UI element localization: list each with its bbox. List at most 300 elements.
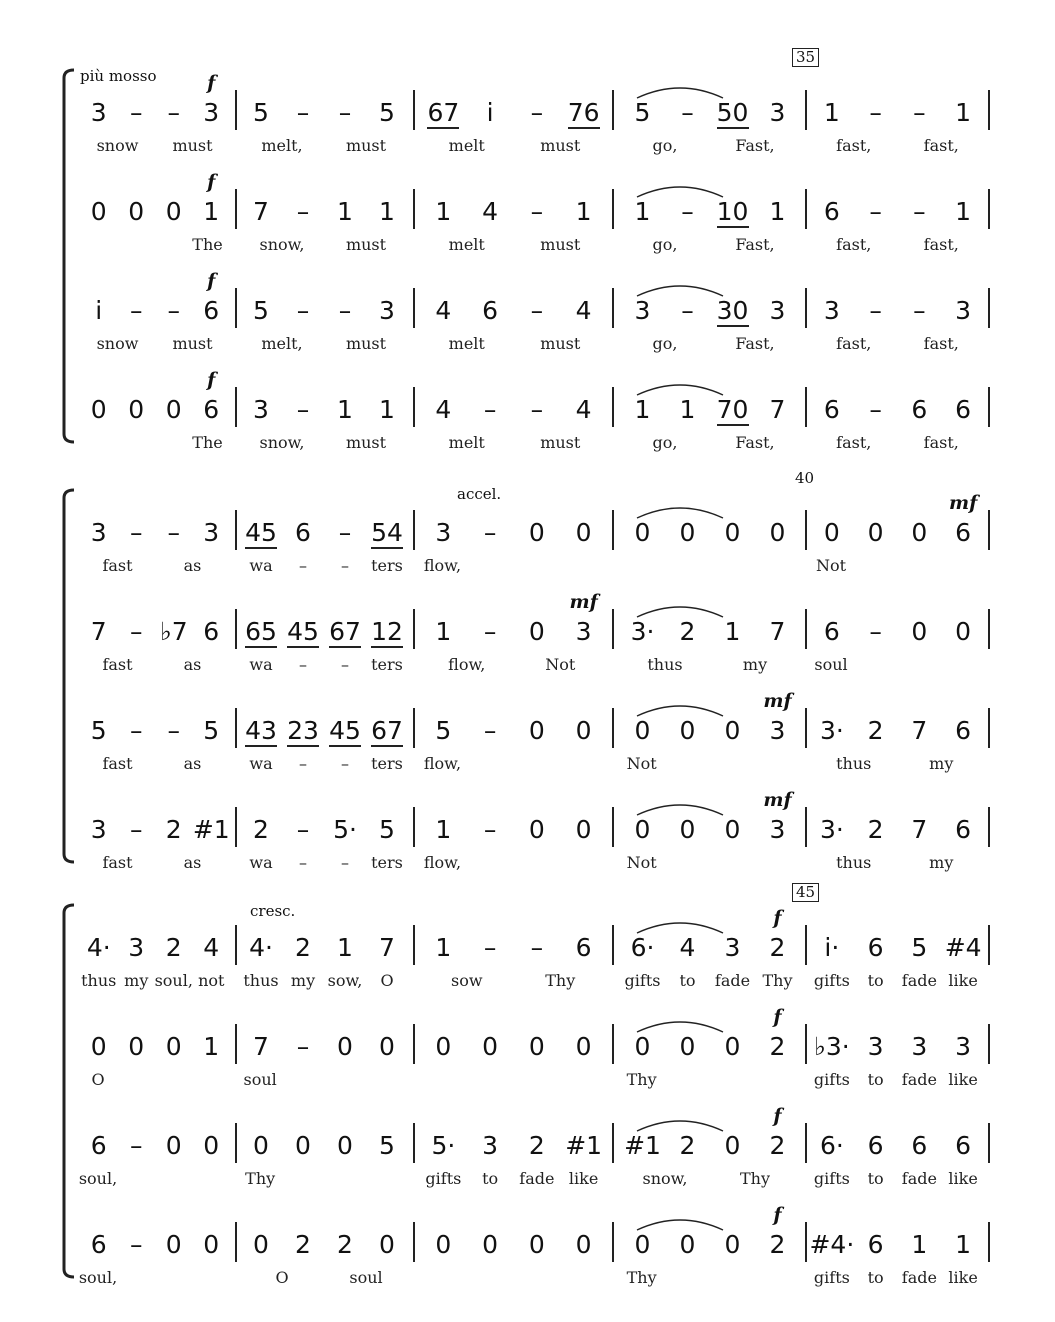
beam-underline: [245, 646, 277, 648]
lyric-syllable: fade: [714, 971, 751, 990]
lyric-syllable: gifts: [813, 1268, 850, 1287]
lyric-syllable: go,: [652, 235, 678, 254]
note: 2: [769, 933, 786, 962]
note: 4: [435, 395, 452, 424]
dynamic-marking: f: [773, 1006, 782, 1028]
note: 0: [379, 1032, 395, 1061]
lyric-syllable: fast,: [836, 433, 872, 452]
lyric-syllable: snow: [96, 136, 139, 155]
barline: [235, 1024, 237, 1064]
lyric-syllable: like: [948, 1268, 978, 1287]
note: 6: [823, 197, 840, 226]
note: 7: [911, 716, 928, 745]
note: 0: [528, 815, 545, 844]
lyric-syllable: fast: [102, 754, 133, 773]
barline: [988, 288, 990, 328]
dynamic-marking: mf: [948, 492, 978, 514]
lyric-syllable: ters: [371, 655, 403, 674]
dynamic-marking: mf: [763, 789, 792, 811]
note: –: [167, 716, 180, 745]
note: 0: [528, 1032, 545, 1061]
note: 54: [371, 518, 403, 547]
note: –: [913, 98, 926, 127]
lyric-syllable: sow: [450, 971, 483, 990]
system-1: [0, 48, 1055, 456]
lyric-syllable: must: [172, 136, 213, 155]
barline: [805, 1024, 807, 1064]
note: 1: [575, 197, 592, 226]
lyric-syllable: like: [948, 971, 978, 990]
note: 2: [253, 815, 269, 844]
lyric-syllable: Fast,: [735, 433, 775, 452]
beam-underline: [371, 646, 403, 648]
lyric-syllable: Fast,: [735, 334, 775, 353]
note: 0: [679, 1032, 696, 1061]
note: 3: [823, 296, 840, 325]
barline: [235, 1123, 237, 1163]
note: 1: [435, 815, 452, 844]
note: 4: [203, 933, 220, 962]
note: –: [167, 296, 180, 325]
note: 3: [482, 1131, 499, 1160]
note: 2: [867, 716, 884, 745]
note: 76: [567, 98, 600, 127]
barline: [988, 387, 990, 427]
note: 70: [716, 395, 749, 424]
barline: [413, 288, 415, 328]
lyric-syllable: soul: [243, 1070, 277, 1089]
note: 4: [435, 296, 452, 325]
note: 0: [575, 1032, 592, 1061]
note: 1: [769, 197, 786, 226]
note: –: [296, 815, 310, 844]
barline: [612, 1024, 614, 1064]
note: 1: [955, 98, 972, 127]
note: –: [296, 395, 310, 424]
note: 7: [253, 197, 269, 226]
note: 1: [634, 395, 651, 424]
lyric-syllable: O: [275, 1268, 289, 1287]
beam-underline: [371, 547, 403, 549]
note: 0: [203, 1230, 220, 1259]
note: 6: [90, 1131, 107, 1160]
lyric-syllable: must: [540, 433, 581, 452]
barline: [805, 708, 807, 748]
note: 0: [203, 1131, 220, 1160]
barline: [235, 609, 237, 649]
lyric-syllable: thus: [836, 754, 872, 773]
note: 1: [679, 395, 696, 424]
measure-number: 40: [795, 469, 815, 487]
note: 7: [769, 617, 786, 646]
lyric-syllable: soul,: [78, 1169, 118, 1188]
barline: [413, 189, 415, 229]
lyric-syllable: –: [299, 853, 307, 872]
note: 0: [724, 815, 741, 844]
lyric-syllable: snow,: [259, 235, 305, 254]
barline: [805, 1123, 807, 1163]
voice-part-3: [0, 692, 1055, 792]
lyric-syllable: my: [290, 971, 316, 990]
note: 6: [955, 518, 972, 547]
note: 0: [634, 815, 651, 844]
note: 0: [634, 1032, 651, 1061]
barline: [612, 807, 614, 847]
barline: [805, 609, 807, 649]
note: 0: [575, 716, 592, 745]
note: 5: [90, 716, 107, 745]
note: 0: [634, 518, 651, 547]
slur-arc: [635, 183, 725, 199]
lyric-syllable: Fast,: [735, 136, 775, 155]
barline: [988, 1123, 990, 1163]
note: ♭3·: [814, 1032, 850, 1061]
lyric-syllable: must: [540, 235, 581, 254]
dynamic-marking: mf: [763, 690, 792, 712]
barline: [805, 925, 807, 965]
note: 3: [128, 933, 145, 962]
note: 67: [371, 716, 403, 745]
barline: [988, 510, 990, 550]
note: 2: [295, 1230, 311, 1259]
note: 3·: [819, 716, 844, 745]
lyric-syllable: snow,: [259, 433, 305, 452]
barline: [805, 510, 807, 550]
note: 3: [769, 815, 786, 844]
note: –: [530, 197, 544, 226]
note: –: [130, 296, 143, 325]
note: 5: [203, 716, 220, 745]
note: 4: [679, 933, 696, 962]
dynamic-marking: f: [207, 369, 216, 391]
lyric-syllable: like: [948, 1169, 978, 1188]
lyric-syllable: to: [867, 1169, 884, 1188]
lyric-syllable: to: [867, 971, 884, 990]
note: –: [296, 1032, 310, 1061]
lyric-syllable: go,: [652, 334, 678, 353]
note: 6·: [819, 1131, 844, 1160]
note: 6: [911, 395, 928, 424]
barline: [235, 189, 237, 229]
note: 3: [575, 617, 592, 646]
lyric-syllable: melt: [448, 235, 485, 254]
note: –: [483, 518, 497, 547]
note: 0: [165, 1230, 182, 1259]
lyric-syllable: soul,: [154, 971, 193, 990]
lyric-syllable: Thy: [545, 971, 576, 990]
tempo-marking: più mosso: [80, 67, 157, 85]
lyric-syllable: fast,: [923, 433, 959, 452]
lyric-syllable: gifts: [425, 1169, 462, 1188]
note: 0: [955, 617, 972, 646]
note: #1: [565, 1131, 603, 1160]
barline: [612, 609, 614, 649]
barline: [413, 1123, 415, 1163]
note: 0: [165, 197, 182, 226]
note: 3: [253, 395, 269, 424]
lyric-syllable: O: [380, 971, 394, 990]
barline: [413, 708, 415, 748]
lyric-syllable: fast: [102, 853, 133, 872]
note: 3: [435, 518, 452, 547]
note: 3: [634, 296, 651, 325]
lyric-syllable: fast,: [836, 136, 872, 155]
lyric-syllable: sow,: [327, 971, 363, 990]
lyric-syllable: as: [183, 556, 202, 575]
note: 7: [379, 933, 395, 962]
beam-underline: [287, 646, 319, 648]
beam-underline: [568, 127, 600, 129]
note: 6: [867, 1230, 884, 1259]
note: 0: [90, 197, 107, 226]
note: i: [486, 98, 494, 127]
note: 4·: [249, 933, 273, 962]
note: –: [530, 98, 544, 127]
note: 5: [379, 815, 395, 844]
beam-underline: [717, 424, 749, 426]
note: 43: [245, 716, 277, 745]
slur-arc: [635, 84, 725, 100]
note: 1: [435, 617, 452, 646]
lyric-syllable: flow,: [423, 853, 462, 872]
note: 2: [295, 933, 311, 962]
note: 23: [287, 716, 319, 745]
barline: [612, 288, 614, 328]
lyric-syllable: must: [345, 136, 387, 155]
lyric-syllable: Thy: [626, 1268, 657, 1287]
barline: [413, 1222, 415, 1262]
lyric-syllable: to: [482, 1169, 499, 1188]
lyric-syllable: fast,: [836, 334, 872, 353]
note: 0: [769, 518, 786, 547]
note: 0: [679, 1230, 696, 1259]
note: 50: [716, 98, 749, 127]
barline: [413, 90, 415, 130]
note: 0: [165, 1131, 182, 1160]
note: 0: [128, 1032, 145, 1061]
note: 0: [634, 716, 651, 745]
lyric-syllable: must: [345, 235, 387, 254]
note: 1: [634, 197, 651, 226]
note: 3: [379, 296, 395, 325]
note: –: [338, 518, 352, 547]
lyric-syllable: Thy: [739, 1169, 771, 1188]
note: –: [483, 395, 497, 424]
note: 0: [253, 1131, 269, 1160]
beam-underline: [427, 127, 459, 129]
slur-arc: [635, 603, 725, 619]
dynamic-marking: mf: [569, 591, 598, 613]
note: –: [130, 98, 143, 127]
note: 1: [724, 617, 741, 646]
note: 6: [203, 617, 220, 646]
note: 3: [90, 518, 107, 547]
lyric-syllable: my: [929, 853, 954, 872]
lyric-syllable: wa: [249, 655, 273, 674]
voice-part-2: [0, 173, 1055, 273]
note: 5: [253, 98, 269, 127]
note: 65: [245, 617, 277, 646]
slur-arc: [635, 919, 725, 935]
note: 5: [379, 98, 395, 127]
beam-underline: [245, 745, 277, 747]
lyric-syllable: Not: [545, 655, 576, 674]
note: 0: [679, 815, 696, 844]
voice-part-4: [0, 791, 1055, 891]
lyric-syllable: Fast,: [735, 235, 775, 254]
note: 3: [769, 98, 786, 127]
lyric-syllable: to: [679, 971, 696, 990]
note: –: [483, 716, 497, 745]
beam-underline: [329, 646, 361, 648]
note: 0: [724, 1131, 741, 1160]
lyric-syllable: –: [299, 655, 307, 674]
barline: [612, 510, 614, 550]
beam-underline: [329, 745, 361, 747]
note: 3: [724, 933, 741, 962]
note: –: [869, 197, 882, 226]
note: –: [130, 617, 143, 646]
cresc-marking: cresc.: [250, 902, 296, 920]
note: 3: [203, 98, 220, 127]
note: 0: [128, 197, 145, 226]
note: –: [530, 395, 544, 424]
lyric-syllable: wa: [249, 754, 273, 773]
voice-part-4: [0, 371, 1055, 471]
lyric-syllable: must: [172, 334, 213, 353]
note: 1: [955, 197, 972, 226]
note: –: [869, 617, 882, 646]
lyric-syllable: The: [192, 235, 223, 254]
lyric-syllable: O: [91, 1070, 105, 1089]
note: –: [167, 98, 180, 127]
beam-underline: [371, 745, 403, 747]
note: 2: [769, 1230, 786, 1259]
voice-part-3: [0, 272, 1055, 372]
lyric-syllable: wa: [249, 556, 273, 575]
note: 1: [379, 197, 395, 226]
lyric-syllable: like: [948, 1070, 978, 1089]
lyric-syllable: to: [867, 1070, 884, 1089]
note: 1: [435, 933, 452, 962]
note: 0: [528, 518, 545, 547]
barline: [413, 609, 415, 649]
note: i: [95, 296, 103, 325]
lyric-syllable: as: [183, 655, 202, 674]
note: –: [338, 98, 352, 127]
note: 2: [165, 933, 182, 962]
lyric-syllable: Not: [815, 556, 847, 575]
note: 6: [955, 395, 972, 424]
slur-arc: [635, 1216, 725, 1232]
note: 6: [955, 815, 972, 844]
lyric-syllable: snow: [96, 334, 139, 353]
lyric-syllable: Not: [626, 754, 657, 773]
note: –: [913, 197, 926, 226]
lyric-syllable: fast,: [923, 235, 959, 254]
note: 0: [867, 518, 884, 547]
note: 3: [769, 296, 786, 325]
barline: [805, 90, 807, 130]
lyric-syllable: ters: [371, 556, 403, 575]
note: 3: [90, 98, 107, 127]
note: 6·: [630, 933, 655, 962]
lyric-syllable: –: [341, 853, 349, 872]
lyric-syllable: gifts: [624, 971, 661, 990]
note: –: [167, 518, 180, 547]
voice-part-2: [0, 593, 1055, 693]
note: 0: [911, 518, 928, 547]
note: 6: [203, 395, 220, 424]
accel-marking: accel.: [457, 485, 502, 503]
lyric-syllable: as: [183, 754, 202, 773]
note: 6: [575, 933, 592, 962]
note: #4·: [809, 1230, 855, 1259]
note: 0: [295, 1131, 311, 1160]
beam-underline: [245, 547, 277, 549]
note: 12: [371, 617, 403, 646]
note: 5: [253, 296, 269, 325]
lyric-syllable: Not: [626, 853, 657, 872]
barline: [805, 288, 807, 328]
lyric-syllable: like: [568, 1169, 599, 1188]
note: –: [681, 98, 694, 127]
lyric-syllable: go,: [652, 136, 678, 155]
barline: [988, 1222, 990, 1262]
note: 2: [165, 815, 182, 844]
note: 45: [287, 617, 319, 646]
lyric-syllable: –: [299, 754, 307, 773]
note: –: [130, 716, 143, 745]
note: 0: [482, 1032, 499, 1061]
note: 0: [575, 518, 592, 547]
lyric-syllable: snow,: [642, 1169, 688, 1188]
note: 7: [90, 617, 107, 646]
note: –: [913, 296, 926, 325]
lyric-syllable: my: [929, 754, 954, 773]
note: 6: [955, 1131, 972, 1160]
slur-arc: [635, 504, 725, 520]
barline: [235, 90, 237, 130]
note: 6: [823, 617, 840, 646]
note: 3: [90, 815, 107, 844]
barline: [988, 90, 990, 130]
note: 1: [203, 197, 220, 226]
note: 6: [823, 395, 840, 424]
note: 45: [245, 518, 277, 547]
lyric-syllable: gifts: [813, 971, 850, 990]
lyric-syllable: fast: [102, 556, 133, 575]
dynamic-marking: f: [207, 72, 216, 94]
lyric-syllable: thus: [647, 655, 683, 674]
barline: [235, 807, 237, 847]
lyric-syllable: not: [198, 971, 225, 990]
lyric-syllable: flow,: [423, 754, 462, 773]
note: –: [130, 1230, 143, 1259]
note: 2: [679, 1131, 696, 1160]
beam-underline: [287, 745, 319, 747]
note: 0: [482, 1230, 499, 1259]
lyric-syllable: –: [341, 754, 349, 773]
note: 6: [203, 296, 220, 325]
lyric-syllable: thus: [81, 971, 117, 990]
note: –: [296, 197, 310, 226]
lyric-syllable: wa: [249, 853, 273, 872]
slur-arc: [635, 381, 725, 397]
barline: [612, 1222, 614, 1262]
note: 0: [575, 1230, 592, 1259]
note: 0: [724, 1230, 741, 1259]
